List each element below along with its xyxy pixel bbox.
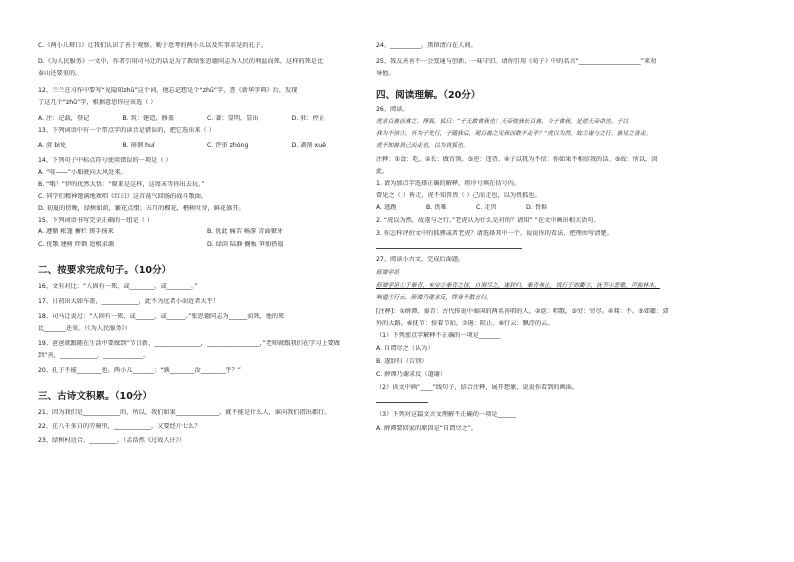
q12-option-c: C. 著：显明，显出 xyxy=(207,115,259,122)
q21: 21、因为我们是____________的，所以，我们如果______________，就不能是什么人，谁向我们指出都行。 xyxy=(38,409,331,416)
q26-option-b: B. 畏难 xyxy=(426,204,447,211)
q11-option-d-line2: 泰山还要重的。 xyxy=(38,70,82,77)
q13-option-d: D. 剥削 xuē xyxy=(291,142,326,149)
q14-option-a: A. “吱——”小船驶向大风处来。 xyxy=(38,169,127,176)
q27-passage-title: 薛谭学讴 xyxy=(376,270,400,276)
q26-notes-line2: 此。 xyxy=(376,168,389,175)
q26-option-d: D. 畏惧 xyxy=(526,204,548,211)
q26-sub3: 3. 你怎样评价文中的狐狸或者老虎？请选择其中一个，说说你的看法，把理由写清楚。 xyxy=(376,230,613,237)
q27-sub3-stem: （3）下列对这篇文言文理解不正确的一项是______ xyxy=(376,411,517,418)
q15-option-c: C. 优歌 建树 绊倒 追根求源 xyxy=(38,241,115,248)
q13-option-a: A. 澄 bì免 xyxy=(38,142,67,149)
q12-option-d: D. 驻：停止 xyxy=(291,115,325,122)
q26-sub1-sentence: 曾见之（ ）皆走，虎不知兽畏（ ）己而走也，以为畏狐也。 xyxy=(376,192,541,199)
q13-option-b: B. 徘徊 huí xyxy=(122,142,155,149)
q25-line2: 导他。 xyxy=(376,70,395,77)
q27-sub2-answer-line xyxy=(376,402,428,403)
q27-passage-line2: 响遏⑤行云。薛谭乃谢求反，终身不敢言归。 xyxy=(376,295,492,301)
q11-option-c: C.《两小儿辩日》让我们认识了善于观察、勤于思考的两小儿以及实事求是的孔子。 xyxy=(38,42,268,49)
q27-sub1-option-a: A. 自谓尽之（认为） xyxy=(376,345,434,352)
q27-sub2: （2）该文中画“____”线句子，结合注释，展开想象，说说你看到的画面。 xyxy=(376,384,579,391)
q14-option-c: C. 同学们精神饱满地欢唱《红日》这首荡气回肠的战斗歌曲。 xyxy=(38,193,208,200)
q26-passage-line1: 虎求百兽而食之。得狐。狐曰：“子无敢食我也！天帝使我长百兽，今子食我，是逆天帝命也。子以 xyxy=(376,119,629,125)
q27-sub1-stem: （1）下列加点字解释不正确的一项是_______ xyxy=(376,332,501,339)
q25-line1: 25、我友善善不一会变通与创新，一味守旧。请你引用《荀子》中的名言“____________________”来劝 xyxy=(376,58,657,65)
q12-options xyxy=(38,115,376,123)
q26-option-a: A. 逃跑 xyxy=(376,204,397,211)
section-2-heading: 二、按要求完成句子。（10分） xyxy=(38,265,172,276)
q26-sub1-stem: 1. 请为加点字选择正确的解释，将序号填在括号内。 xyxy=(376,180,520,187)
q11-option-d-line1: D.《为人民服务》一文中，作者引用司马迁的话是为了教给张思德同志为人民的利益而死，这样的死是比 xyxy=(38,58,324,65)
left-column xyxy=(38,36,376,445)
right-column xyxy=(376,36,716,433)
q12-stem-line1: 12、兰兰在习作中要写“见隐知zhū”这个词，他忘记想是个“zhū”字，查《新华字典》后，发现 xyxy=(38,87,298,94)
q26-sub1-options xyxy=(376,204,576,212)
q15-stem: 15、下列词语书写完全正确的一组是（ ） xyxy=(38,217,154,224)
q12-option-a: A. 注：记载，登记 xyxy=(38,115,90,122)
q19-line1: 19、爸爸就跟随在生活中要做到“节日新，_______________，_________________，”老师就跟我们在学习上要做 xyxy=(38,340,340,347)
q27-passage-line1: 薛谭学讴①于秦青，未穷②秦青之技，自谓尽之，遂辞归。秦青弗止，饯行于郊衢③，抚节④悲歌，声振林木， xyxy=(376,283,661,289)
q27-title: 27、阅读小古文，完成后面题。 xyxy=(376,256,465,263)
q14-option-b: B. “哦！”伊的优然大悟：“原来是这样，这周末等你出去玩。” xyxy=(38,181,205,188)
q23: 23、绿树村边合，_________。（孟浩然《过故人庄》） xyxy=(38,437,186,444)
q18-line2: 比_______还重。（《为人民服务》） xyxy=(38,325,131,332)
q26-passage-line2: 我为不信③，吾为子先行，子随我后，观百兽之见我而敢不走乎？”虎以为然，故③遂与之行。兽见之皆走。 xyxy=(376,131,652,137)
q15-option-b: B. 犹此 痛苦 畅游 青面獠牙 xyxy=(207,228,283,235)
q26-passage-line3: 虎不知兽畏己而走也，以为畏狐也。 xyxy=(376,143,469,149)
q27-sub3-option-a: A. 薛谭要回家的原因是“自谓尽之”。 xyxy=(376,425,478,432)
q17: 17、日初出大如车盖，____________，此不为远者小而近者大乎！ xyxy=(38,298,220,305)
q15-option-d: D. 绿茵 陆静 搁板 笋加搭福 xyxy=(207,241,284,248)
q27-sub1-option-c: C. 薛谭乃谢求反（道谢） xyxy=(376,371,447,378)
q18-line1: 18、司马迁说过：“人固有一死，或______，或______。”张思德同志为______而死，他的死 xyxy=(38,313,285,320)
q15-options-row1 xyxy=(38,228,376,236)
q19-line2: 到“善，____________，_____________。 xyxy=(38,352,150,359)
q13-stem: 13、下列词语中有一个带点字的读音是错误的，把它选出来（ ） xyxy=(38,127,215,134)
q14-option-d: D. 初夏的傍晚，绿树如荫，繁花点缀；五月的榴花，楷树吐芽，鲜花盛开。 xyxy=(38,205,245,212)
q15-option-a: A. 遵循 帐篷 蓄栏 锲手扬来 xyxy=(38,228,114,235)
q12-option-b: B. 筑：建造，修盖 xyxy=(122,115,174,122)
q22: 22、在八千多日的劳骑里，____________，又要经片七么？ xyxy=(38,423,201,430)
q16: 16、文有对比：“人固有一死，或________，或________。” xyxy=(38,283,198,290)
q24: 24、__________，黑留清白在人间。 xyxy=(376,42,477,49)
q27-notes-line1: [注释]：①薛谭、秦青：古代传说中秦国的两名善唱的人。②讴：唱歌。③穷：穷尽。④弗：不。⑤郊衢：郊 xyxy=(376,308,669,315)
q14-stem: 14、下列句子中标点符号使用错误的一项是（ ） xyxy=(38,157,172,164)
q27-notes-line2: 外的大路。⑥抚节：按着节拍。⑦遏：阻止。⑧行云：飘浮的云。 xyxy=(376,320,554,327)
q13-option-c: C. 泙重 zhòng xyxy=(207,142,249,149)
q26-sub2: 2. “虎以为然，故遂与之行。”老虎认为什么是对的？请用“ ”在文中画出相关语句。 xyxy=(376,217,600,224)
q20: 20、孔子不能________也。两小儿_______：“孰________汝________乎？” xyxy=(38,367,242,374)
section-3-heading: 三、古诗文积累。（10分） xyxy=(38,391,153,402)
q26-option-c: C. 走兽 xyxy=(476,204,497,211)
q26-title: 26、阅读。 xyxy=(376,106,409,113)
q26-answer-line xyxy=(376,248,522,249)
q13-options xyxy=(38,142,376,150)
section-4-heading: 四、阅读理解。（20分） xyxy=(376,90,481,101)
q26-notes-line1: 注释：①食：吃。②长：做首领。③逆：违背。④子以我为不信：你如果不相信我的话。⑤故：所以，因 xyxy=(376,156,658,163)
q12-stem-line2: 了这几个“zhū”字，根据意思你应该选（ ） xyxy=(38,99,157,106)
q27-sub1-option-b: B. 遂辞归（告别） xyxy=(376,358,428,365)
q15-options-row2 xyxy=(38,241,376,249)
